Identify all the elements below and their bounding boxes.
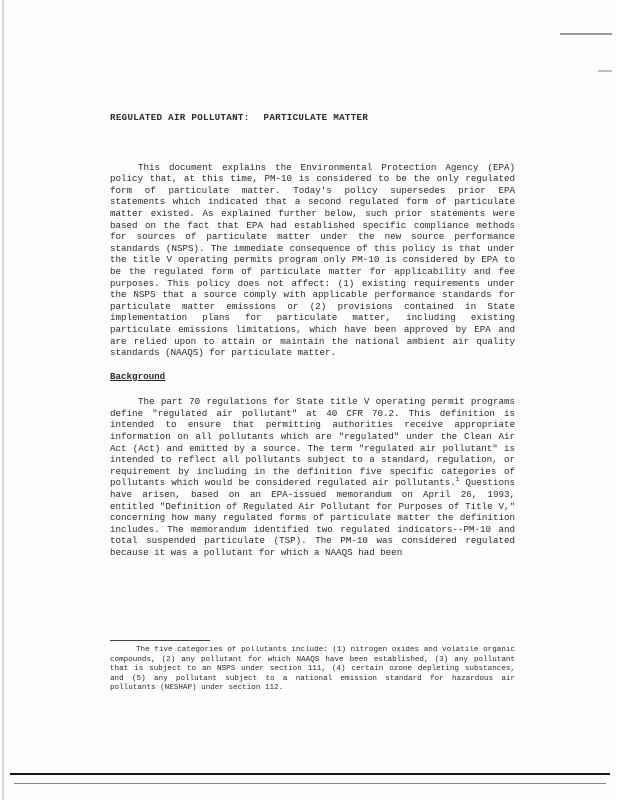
title-part-1: REGULATED AIR POLLUTANT: [110, 112, 250, 123]
scan-mark-right [598, 70, 612, 72]
footnote [110, 646, 515, 694]
background-text-1: The part 70 regulations for State title V operating permit programs define "regulated air pollutant" at 40 CFR 70.2. This definition is intended to ensure that permitting authorities receive appropriate information on all pollutants which are "regulated" under the Clean Air Act (Act) and emitted by a source. The term "regulated air pollutant" is intended to reflect all pollutants subject to a standard, regulation, or requirement by including in the definition five specific categories of pollutants which would be considered regulated air pollutants. [110, 396, 515, 489]
scan-bottom-border-secondary [14, 783, 606, 784]
scan-page-edge [2, 0, 4, 800]
background-heading: Background [110, 370, 166, 382]
background-text-2: Questions have arisen, based on an EPA-issued memorandum on April 26, 1993, entitled "Definition of Regulated Air Pollutant for Purposes of Title V," concerning how many regulated forms of particulate matter the definition includes. The memorandum identified two regulated indicators--PM-10 and total suspended particulate (TSP). The PM-10 was considered regulated because it was a pollutant for which a NAAQS had been [110, 477, 515, 558]
footnote-text: The five categories of pollutants include: (1) nitrogen oxides and volatile organic compounds, (2) any pollutant for which NAAQS have been established, (3) any pollutant that is subject to an NSPS under section 111, (4) certain ozone depleting substances, and (5) any pollutant subject to a national emission standard for hazardous air pollutants (NESHAP) under section 112. [110, 646, 515, 693]
footnote-marker: 1 [455, 476, 460, 484]
document-body [110, 112, 515, 571]
scan-mark-top-right [560, 33, 612, 35]
document-title [110, 112, 515, 124]
intro-paragraph: This document explains the Environmental Protection Agency (EPA) policy that, at this time, PM-10 is considered to be the only regulated form of particulate matter. Today's policy supersedes prior EPA statements which indicated that a second regulated form of particulate matter existed. As explained further below, such prior statements were based on the fact that EPA had established specific compliance methods for sources of particulate matter under the new source performance standards (NSPS). The immediate consequence of this policy is that under the title V operating permits program only PM-10 is considered by EPA to be the regulated form of particulate matter for applicability and fee purposes. This policy does not affect: (1) existing requirements under the NSPS that a source comply with applicable performance standards for particulate matter emissions or (2) provisions contained in State implementation plans for particulate matter, including existing particulate emissions limitations, which have been approved by EPA and are relied upon to attain or maintain the national ambient air quality standards (NAAQS) for particulate matter. [110, 161, 515, 359]
background-paragraph [110, 396, 515, 558]
title-part-2: PARTICULATE MATTER [263, 112, 369, 123]
footnote-divider [110, 640, 210, 641]
scan-bottom-border [10, 773, 610, 775]
